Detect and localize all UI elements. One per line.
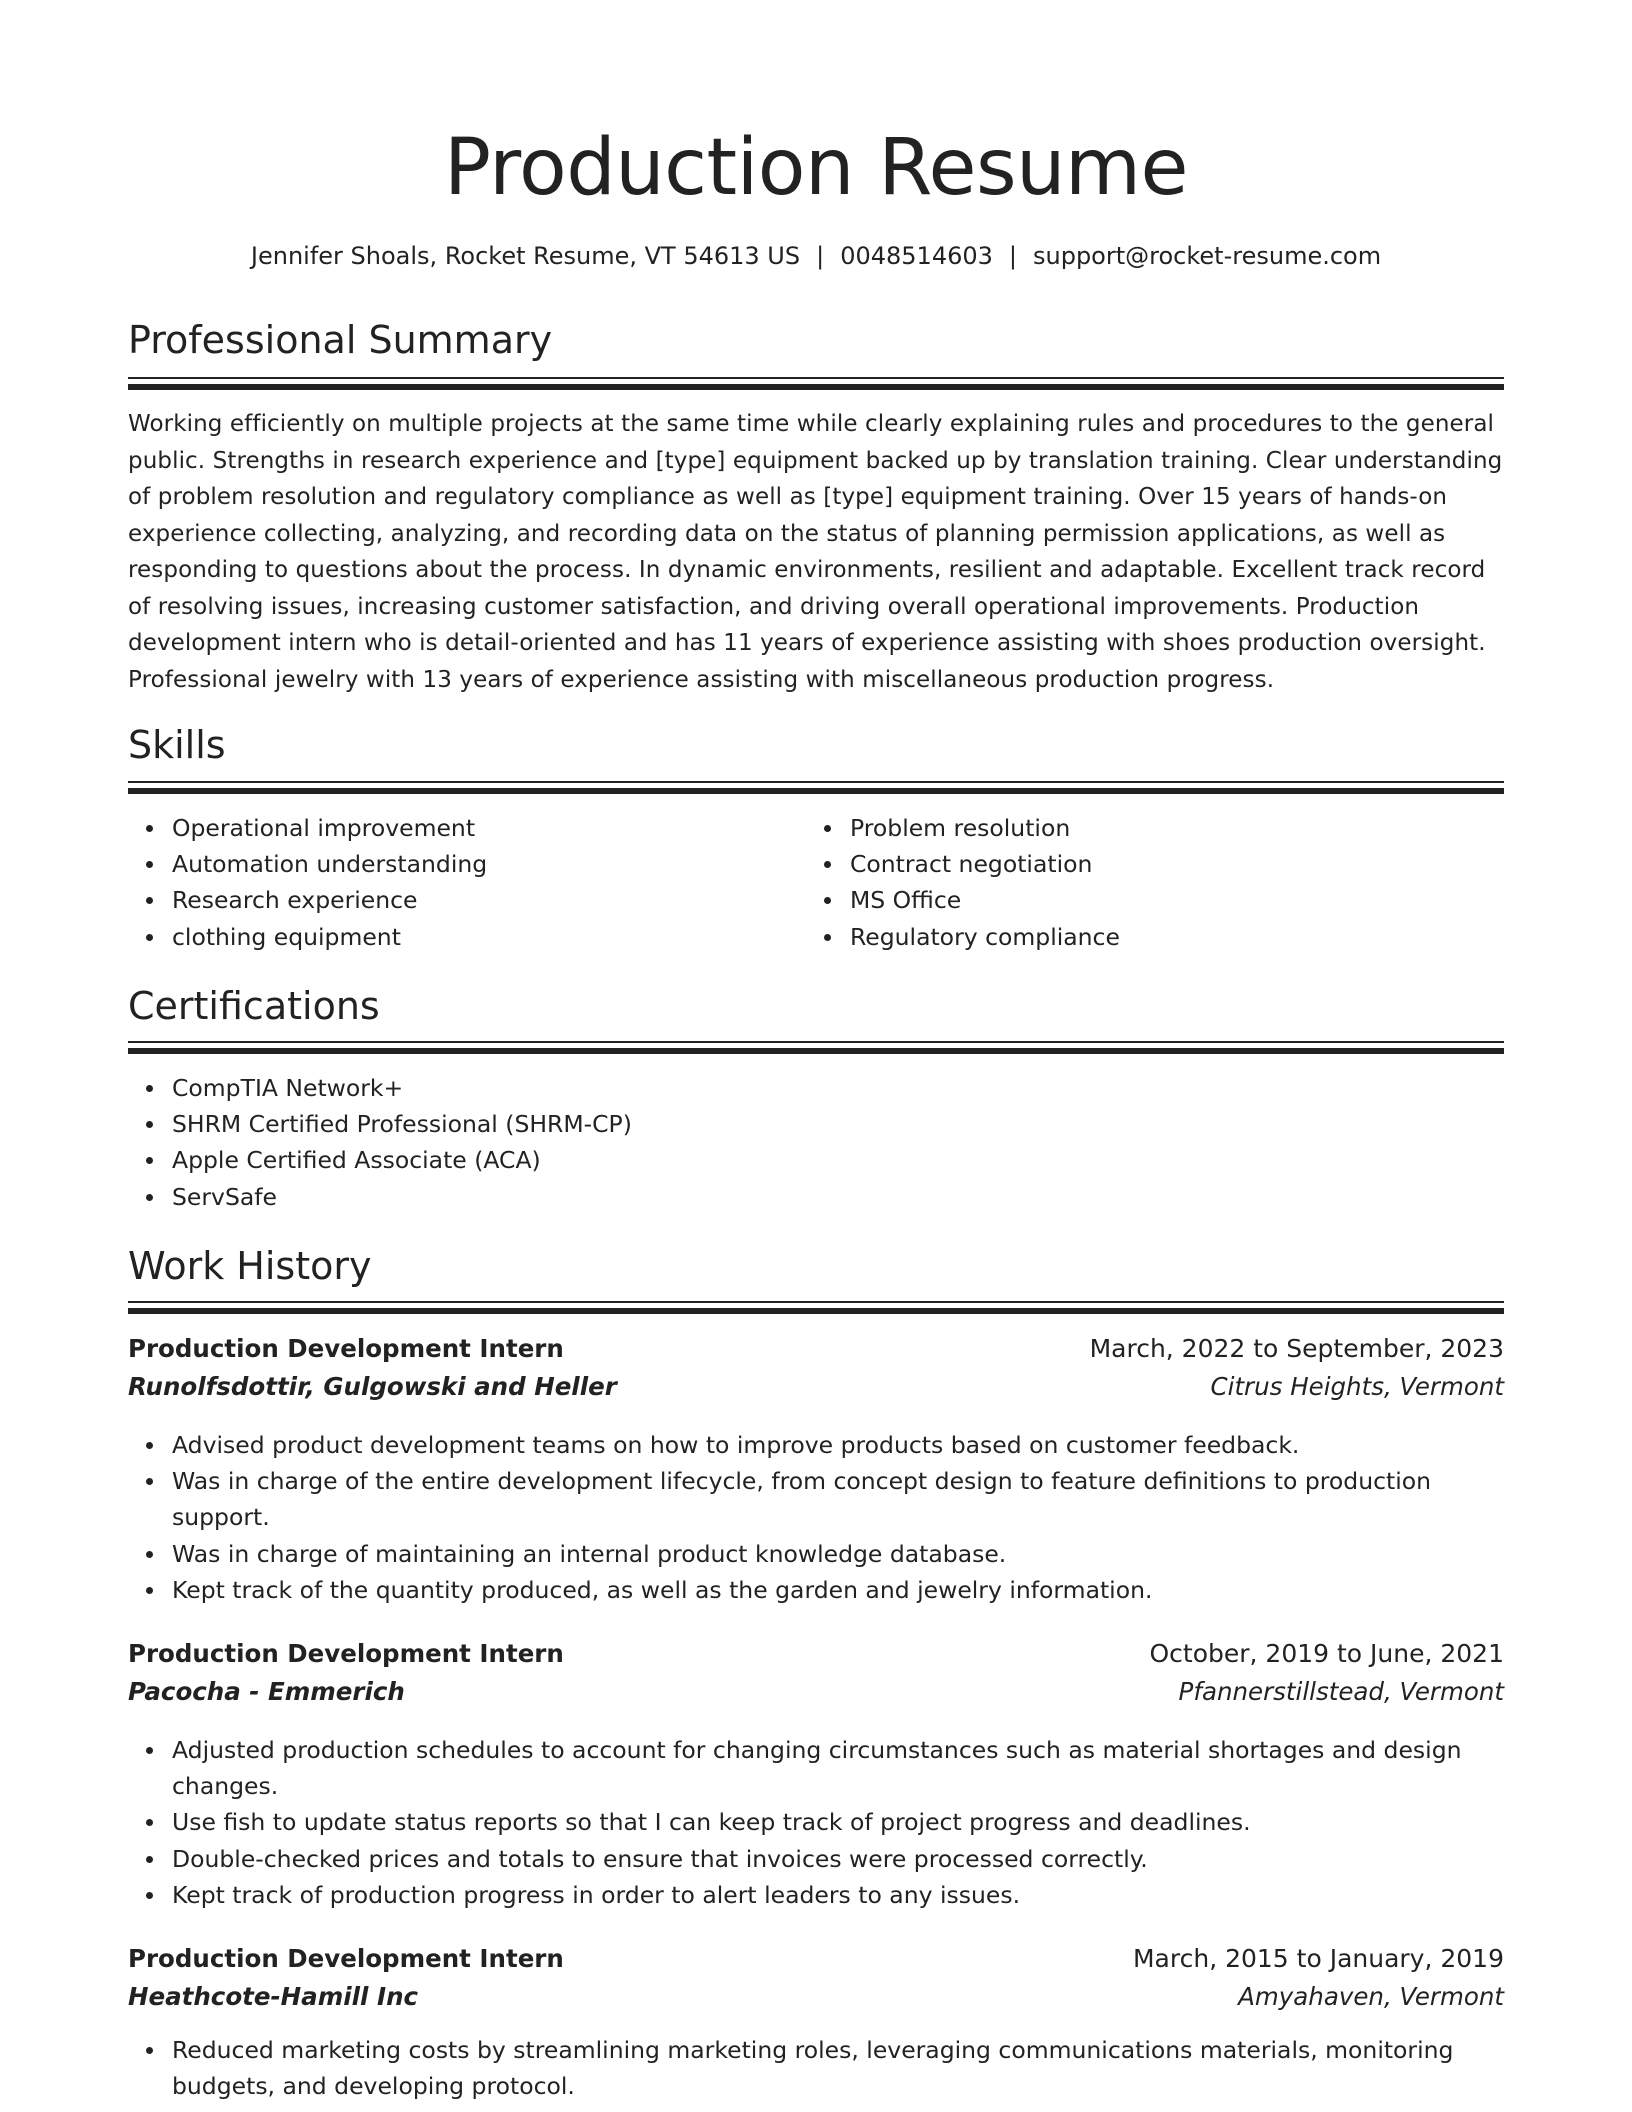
section-rule [128,1308,1504,1314]
job-company-row [128,1368,1504,1406]
skill-item: Contract negotiation [850,846,1456,882]
job-company: Heathcote-Hamill Inc [128,1982,419,2011]
job-bullet: Kept track of production progress in order to alert leaders to any issues. [172,1877,1504,1913]
section-rule [128,377,1504,379]
job-bullet-list [128,1732,1504,1913]
contact-email: support@rocket-resume.com [1033,242,1382,270]
job-bullets [128,1427,1504,1608]
job-bullet: Was in charge of maintaining an internal product knowledge database. [172,1536,1504,1572]
job-title-row [128,1940,1504,1978]
job-company: Pacocha - Emmerich [128,1677,405,1706]
summary-section [128,314,1504,366]
job-bullet-list [128,1427,1504,1608]
job-title: Production Development Intern [128,1639,564,1668]
job-dates: October, 2019 to June, 2021 [1149,1639,1504,1668]
section-rule [128,788,1504,794]
job-location: Amyahaven, Vermont [1238,1982,1504,2011]
job-location: Pfannerstillstead, Vermont [1178,1677,1504,1706]
certification-item: CompTIA Network+ [172,1070,1504,1106]
section-heading-skills: Skills [128,723,226,767]
job-location: Citrus Heights, Vermont [1210,1372,1504,1401]
skill-item: Problem resolution [850,810,1456,846]
skills-list-left [128,810,778,955]
certification-item: SHRM Certified Professional (SHRM-CP) [172,1106,1504,1142]
skills-column-right [806,810,1456,955]
job-bullet: Adjusted production schedules to account for changing circumstances such as material shortages and design changes. [172,1732,1504,1804]
job-bullet: Use fish to update status reports so that I can keep track of project progress and deadlines. [172,1804,1504,1840]
section-heading-certifications: Certifications [128,984,380,1028]
skills-list-right [806,810,1456,955]
job-company-row [128,1978,1504,2016]
contact-address: Jennifer Shoals, Rocket Resume, VT 54613 US [250,242,801,270]
job-bullet-list [128,2032,1504,2104]
work-history-section [128,1240,1504,1292]
skill-item: Automation understanding [172,846,778,882]
job-bullets [128,1732,1504,1913]
section-rule [128,1048,1504,1054]
skill-item: MS Office [850,882,1456,918]
contact-separator: | [1008,242,1017,270]
job-title: Production Development Intern [128,1944,564,1973]
certification-item: Apple Certified Associate (ACA) [172,1142,1504,1178]
job-company-row [128,1673,1504,1711]
job-company: Runolfsdottir, Gulgowski and Heller [128,1372,617,1401]
certifications-list-wrap [128,1070,1504,1215]
skill-item: clothing equipment [172,919,778,955]
job-entry [128,1940,1504,2101]
job-entry [128,1330,1504,1604]
job-bullets [128,2032,1504,2104]
skill-item: Research experience [172,882,778,918]
section-rule [128,384,1504,390]
contact-phone: 0048514603 [840,242,993,270]
certifications-section [128,980,1504,1032]
job-bullet: Kept track of the quantity produced, as well as the garden and jewelry information. [172,1572,1504,1608]
section-rule [128,1301,1504,1303]
skills-column-left [128,810,778,955]
job-bullet: Reduced marketing costs by streamlining marketing roles, leveraging communications materials, monitoring budgets, and developing protocol. [172,2032,1504,2104]
skills-section [128,719,1504,771]
job-title: Production Development Intern [128,1334,564,1363]
skill-item: Operational improvement [172,810,778,846]
job-dates: March, 2015 to January, 2019 [1132,1944,1504,1973]
job-entry [128,1635,1504,1909]
job-bullet: Advised product development teams on how to improve products based on customer feedback. [172,1427,1504,1463]
job-bullet: Double-checked prices and totals to ensure that invoices were processed correctly. [172,1841,1504,1877]
job-title-row [128,1330,1504,1368]
job-bullet: Was in charge of the entire development lifecycle, from concept design to feature definitions to production support. [172,1463,1504,1535]
section-heading-summary: Professional Summary [128,318,553,362]
section-rule [128,1041,1504,1043]
section-heading-work-history: Work History [128,1244,372,1288]
section-rule [128,781,1504,783]
skill-item: Regulatory compliance [850,919,1456,955]
job-title-row [128,1635,1504,1673]
contact-separator: | [816,242,825,270]
contact-line [128,238,1504,274]
certification-item: ServSafe [172,1179,1504,1215]
resume-title: Production Resume [443,123,1188,213]
certifications-list [128,1070,1504,1215]
job-dates: March, 2022 to September, 2023 [1089,1334,1504,1363]
summary-text: Working efficiently on multiple projects at the same time while clearly explaining rules and procedures to the general public. Strengths in research experience and [type] equipment backed up by translation training. Clear understanding of problem resolution and regulatory compliance as well as [type] equipment training. Over 15 years of hands-on experience collecting, analyzing, and recording data on the status of planning permission applications, as well as responding to questions about the process. In dynamic environments, resilient and adaptable. Excellent track record of resolving issues, increasing customer satisfaction, and driving overall operational improvements. Production development intern who is detail-oriented and has 11 years of experience assisting with shoes production oversight. Professional jewelry with 13 years of experience assisting with miscellaneous production progress. [128,411,1503,693]
